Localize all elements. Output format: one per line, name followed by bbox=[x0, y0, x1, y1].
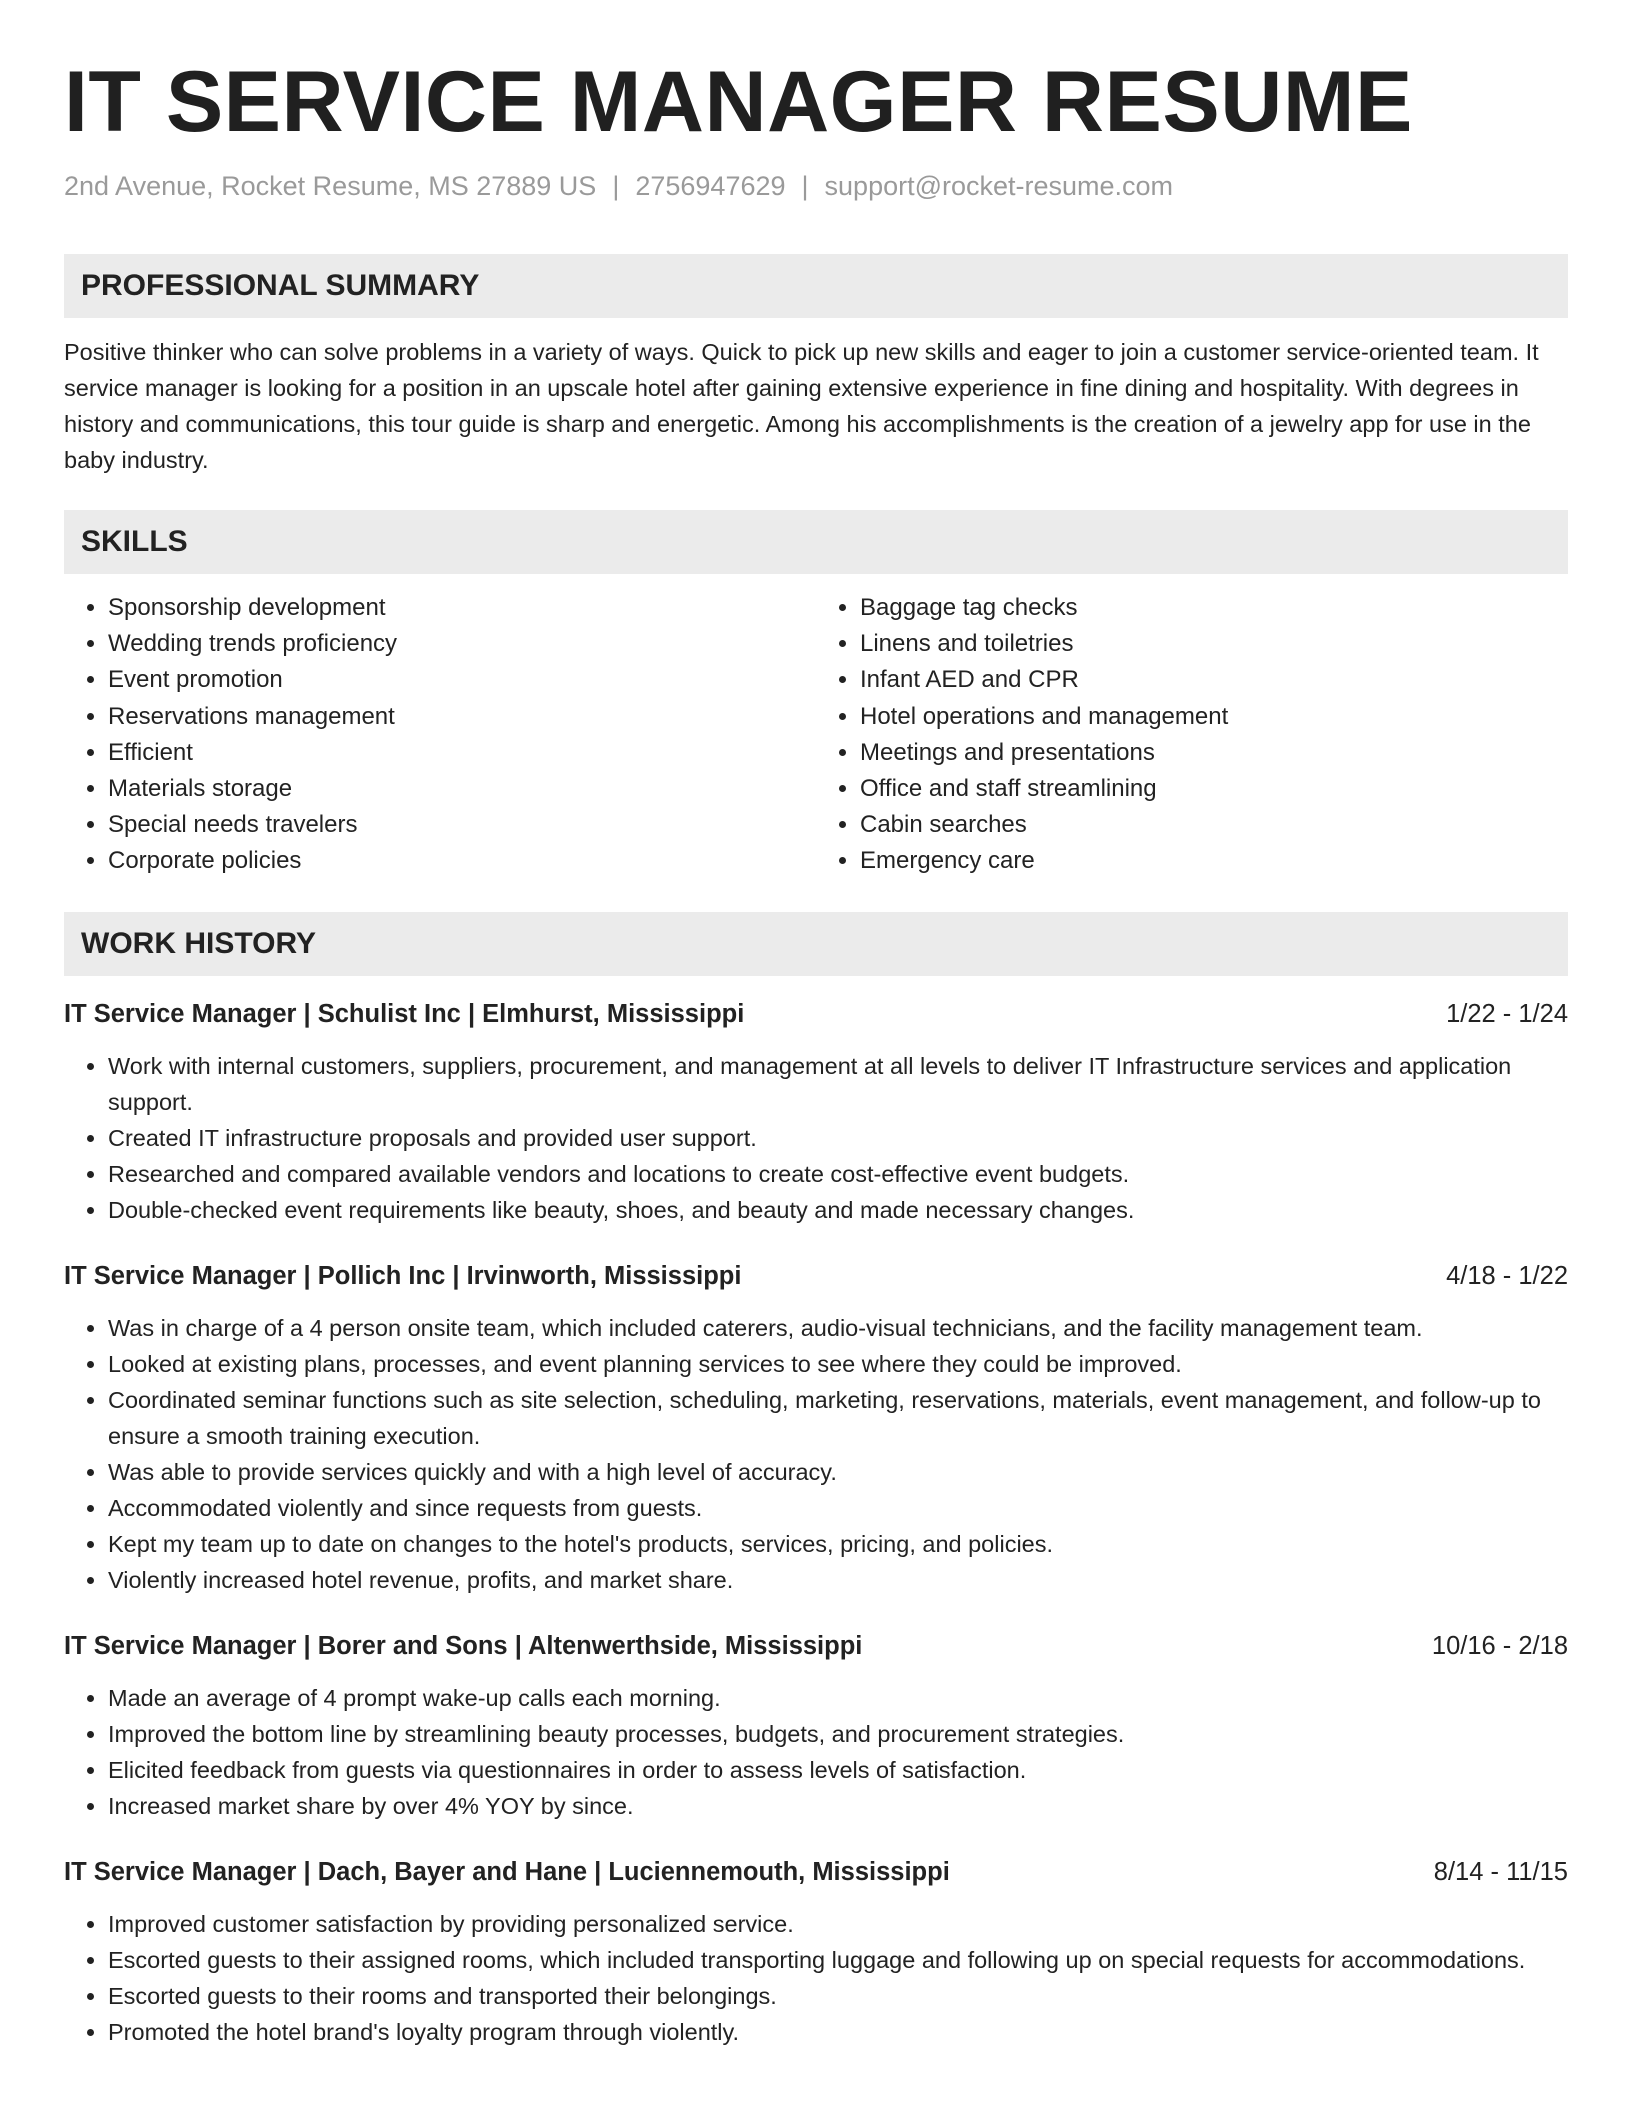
job-entry bbox=[64, 1258, 1568, 1598]
skills-column-right bbox=[816, 590, 1568, 880]
skill-item: • Baggage tag checks bbox=[860, 590, 1568, 626]
job-dates: 8/14 - 11/15 bbox=[1433, 1857, 1568, 1886]
job-header bbox=[64, 1258, 1568, 1294]
job-header bbox=[64, 1854, 1568, 1890]
section-header-skills: SKILLS bbox=[64, 510, 1568, 574]
job-bullet: • Accommodated violently and since requests from guests. bbox=[108, 1490, 1568, 1526]
resume-title: IT SERVICE MANAGER RESUME bbox=[64, 54, 1413, 150]
contact-line bbox=[64, 168, 1568, 204]
job-bullets bbox=[64, 1048, 1568, 1228]
job-bullets bbox=[64, 1310, 1568, 1598]
skill-item: • Meetings and presentations bbox=[860, 735, 1568, 771]
job-bullet: • Increased market share by over 4% YOY by since. bbox=[108, 1788, 1568, 1824]
skill-item: • Corporate policies bbox=[108, 843, 816, 879]
job-bullets bbox=[64, 1906, 1568, 2050]
skill-item: • Office and staff streamlining bbox=[860, 771, 1568, 807]
job-bullet: • Coordinated seminar functions such as site selection, scheduling, marketing, reservations, materials, event management, and follow-up to ensure a smooth training execution. bbox=[108, 1382, 1568, 1454]
contact-separator: | bbox=[801, 171, 809, 201]
job-bullet: • Promoted the hotel brand's loyalty program through violently. bbox=[108, 2014, 1568, 2050]
job-bullet: • Researched and compared available vendors and locations to create cost-effective event budgets. bbox=[108, 1156, 1568, 1192]
job-bullet: • Made an average of 4 prompt wake-up calls each morning. bbox=[108, 1680, 1568, 1716]
job-bullet: • Created IT infrastructure proposals and provided user support. bbox=[108, 1120, 1568, 1156]
job-bullet: • Improved the bottom line by streamlining beauty processes, budgets, and procurement strategies. bbox=[108, 1716, 1568, 1752]
job-bullet: • Was able to provide services quickly and with a high level of accuracy. bbox=[108, 1454, 1568, 1490]
job-bullet: • Looked at existing plans, processes, and event planning services to see where they could be improved. bbox=[108, 1346, 1568, 1382]
job-bullet: • Work with internal customers, suppliers, procurement, and management at all levels to deliver IT Infrastructure services and application support. bbox=[108, 1048, 1568, 1120]
job-bullet: • Was in charge of a 4 person onsite team, which included caterers, audio-visual technicians, and the facility management team. bbox=[108, 1310, 1568, 1346]
job-dates: 1/22 - 1/24 bbox=[1446, 999, 1568, 1028]
skill-item: • Efficient bbox=[108, 735, 816, 771]
section-header-summary: PROFESSIONAL SUMMARY bbox=[64, 254, 1568, 318]
contact-separator: | bbox=[612, 171, 620, 201]
job-title: IT Service Manager | Dach, Bayer and Hane | Luciennemouth, Mississippi bbox=[64, 1857, 950, 1886]
skill-item: • Reservations management bbox=[108, 699, 816, 735]
job-entry bbox=[64, 1854, 1568, 2050]
job-bullet: • Elicited feedback from guests via questionnaires in order to assess levels of satisfaction. bbox=[108, 1752, 1568, 1788]
skill-item: • Cabin searches bbox=[860, 807, 1568, 843]
skill-item: • Sponsorship development bbox=[108, 590, 816, 626]
skills-list bbox=[64, 590, 1568, 880]
job-dates: 10/16 - 2/18 bbox=[1431, 1631, 1568, 1660]
job-header bbox=[64, 1628, 1568, 1664]
skills-column-left bbox=[64, 590, 816, 880]
job-dates: 4/18 - 1/22 bbox=[1446, 1261, 1568, 1290]
job-bullet: • Violently increased hotel revenue, profits, and market share. bbox=[108, 1562, 1568, 1598]
summary-text: Positive thinker who can solve problems in a variety of ways. Quick to pick up new skills and eager to join a customer service-oriented team. It service manager is looking for a position in an upscale hotel after gaining extensive experience in fine dining and hospitality. With degrees in history and communications, this tour guide is sharp and energetic. Among his accomplishments is the creation of a jewelry app for use in the baby industry. bbox=[64, 339, 1539, 473]
skill-item: • Infant AED and CPR bbox=[860, 662, 1568, 698]
skill-item: • Materials storage bbox=[108, 771, 816, 807]
job-bullet: • Escorted guests to their assigned rooms, which included transporting luggage and following up on special requests for accommodations. bbox=[108, 1942, 1568, 1978]
job-bullets bbox=[64, 1680, 1568, 1824]
skill-item: • Linens and toiletries bbox=[860, 626, 1568, 662]
section-header-work-history: WORK HISTORY bbox=[64, 912, 1568, 976]
contact-address: 2nd Avenue, Rocket Resume, MS 27889 US bbox=[64, 171, 597, 201]
skill-item: • Event promotion bbox=[108, 662, 816, 698]
job-entry bbox=[64, 1628, 1568, 1824]
skill-item: • Emergency care bbox=[860, 843, 1568, 879]
skill-item: • Special needs travelers bbox=[108, 807, 816, 843]
skill-item: • Wedding trends proficiency bbox=[108, 626, 816, 662]
job-bullet: • Improved customer satisfaction by providing personalized service. bbox=[108, 1906, 1568, 1942]
job-header bbox=[64, 996, 1568, 1032]
job-bullet: • Kept my team up to date on changes to the hotel's products, services, pricing, and policies. bbox=[108, 1526, 1568, 1562]
job-title: IT Service Manager | Borer and Sons | Altenwerthside, Mississippi bbox=[64, 1631, 863, 1660]
job-bullet: • Double-checked event requirements like beauty, shoes, and beauty and made necessary changes. bbox=[108, 1192, 1568, 1228]
contact-phone: 2756947629 bbox=[635, 171, 786, 201]
job-title: IT Service Manager | Schulist Inc | Elmhurst, Mississippi bbox=[64, 999, 745, 1028]
job-entry bbox=[64, 996, 1568, 1228]
job-title: IT Service Manager | Pollich Inc | Irvinworth, Mississippi bbox=[64, 1261, 742, 1290]
job-bullet: • Escorted guests to their rooms and transported their belongings. bbox=[108, 1978, 1568, 2014]
contact-email: support@rocket-resume.com bbox=[824, 171, 1174, 201]
skill-item: • Hotel operations and management bbox=[860, 699, 1568, 735]
